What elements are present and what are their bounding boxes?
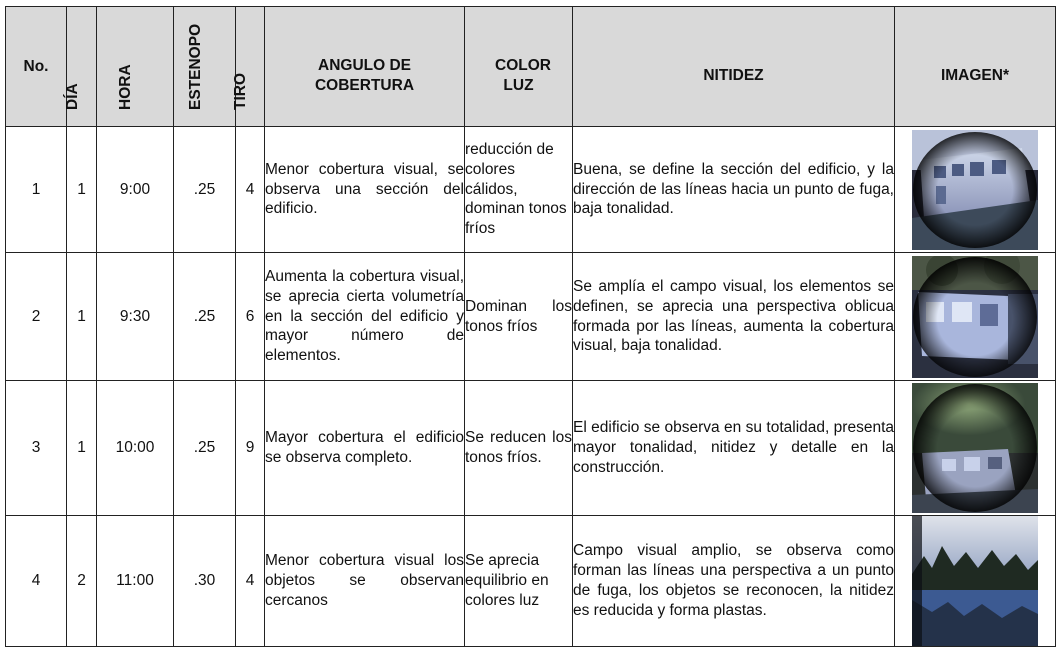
cell-tiro: 4 [236,516,265,647]
cell-estenopo: .25 [174,381,236,516]
cell-imagen [895,253,1056,381]
pinhole-photo-4 [912,516,1038,646]
table-row [6,127,1056,253]
table-row [6,253,1056,381]
cell-dia: 2 [67,516,97,647]
header-no: No. [6,7,67,127]
header-angulo: ANGULO DE COBERTURA [265,7,465,127]
cell-color: reducción de colores cálidos, dominan tonos fríos [465,127,573,253]
cell-angulo: Mayor cobertura el edificio se observa completo. [265,381,465,516]
cell-angulo: Aumenta la cobertura visual, se aprecia cierta volumetría en la sección del edificio y mayor número de elementos. [265,253,465,381]
cell-tiro: 6 [236,253,265,381]
pinhole-results-table [5,6,1056,647]
cell-tiro: 9 [236,381,265,516]
pinhole-photo-2 [912,256,1038,378]
cell-color: Se reducen los tonos fríos. [465,381,573,516]
cell-no: 1 [6,127,67,253]
cell-tiro: 4 [236,127,265,253]
cell-nitidez: Campo visual amplio, se observa como forman las líneas una perspectiva a un punto de fuga, los objetos se reconocen, la nitidez es reducida y forma plastas. [573,516,895,647]
cell-imagen [895,381,1056,516]
cell-estenopo: .25 [174,253,236,381]
cell-imagen [895,127,1056,253]
cell-nitidez: Buena, se define la sección del edificio, y la dirección de las líneas hacia un punto de fuga, baja tonalidad. [573,127,895,253]
header-tiro: TIRO [236,7,265,127]
cell-estenopo: .30 [174,516,236,647]
cell-hora: 9:30 [97,253,174,381]
cell-hora: 9:00 [97,127,174,253]
cell-dia: 1 [67,127,97,253]
cell-dia: 1 [67,253,97,381]
cell-angulo: Menor cobertura visual los objetos se observan cercanos [265,516,465,647]
header-estenopo: ESTENOPO [174,7,236,127]
cell-dia: 1 [67,381,97,516]
header-row [6,7,1056,127]
pinhole-photo-3 [912,383,1038,513]
cell-color: Se aprecia equilibrio en colores luz [465,516,573,647]
header-dia: DÍA [67,7,97,127]
cell-imagen [895,516,1056,647]
cell-nitidez: Se amplía el campo visual, los elementos se definen, se aprecia una perspectiva oblicua formada por las líneas, aumenta la cobertura visual, baja tonalidad. [573,253,895,381]
cell-nitidez: El edificio se observa en su totalidad, presenta mayor tonalidad, nitidez y detalle en la construcción. [573,381,895,516]
cell-hora: 11:00 [97,516,174,647]
header-hora: HORA [97,7,174,127]
cell-angulo: Menor cobertura visual, se observa una sección del edificio. [265,127,465,253]
cell-no: 2 [6,253,67,381]
cell-hora: 10:00 [97,381,174,516]
table-row [6,381,1056,516]
cell-color: Dominan los tonos fríos [465,253,573,381]
cell-no: 3 [6,381,67,516]
table-row [6,516,1056,647]
pinhole-photo-1 [912,130,1038,250]
cell-estenopo: .25 [174,127,236,253]
cell-no: 4 [6,516,67,647]
header-imagen: IMAGEN* [895,7,1056,127]
header-nitidez: NITIDEZ [573,7,895,127]
header-color: COLOR LUZ [465,7,573,127]
